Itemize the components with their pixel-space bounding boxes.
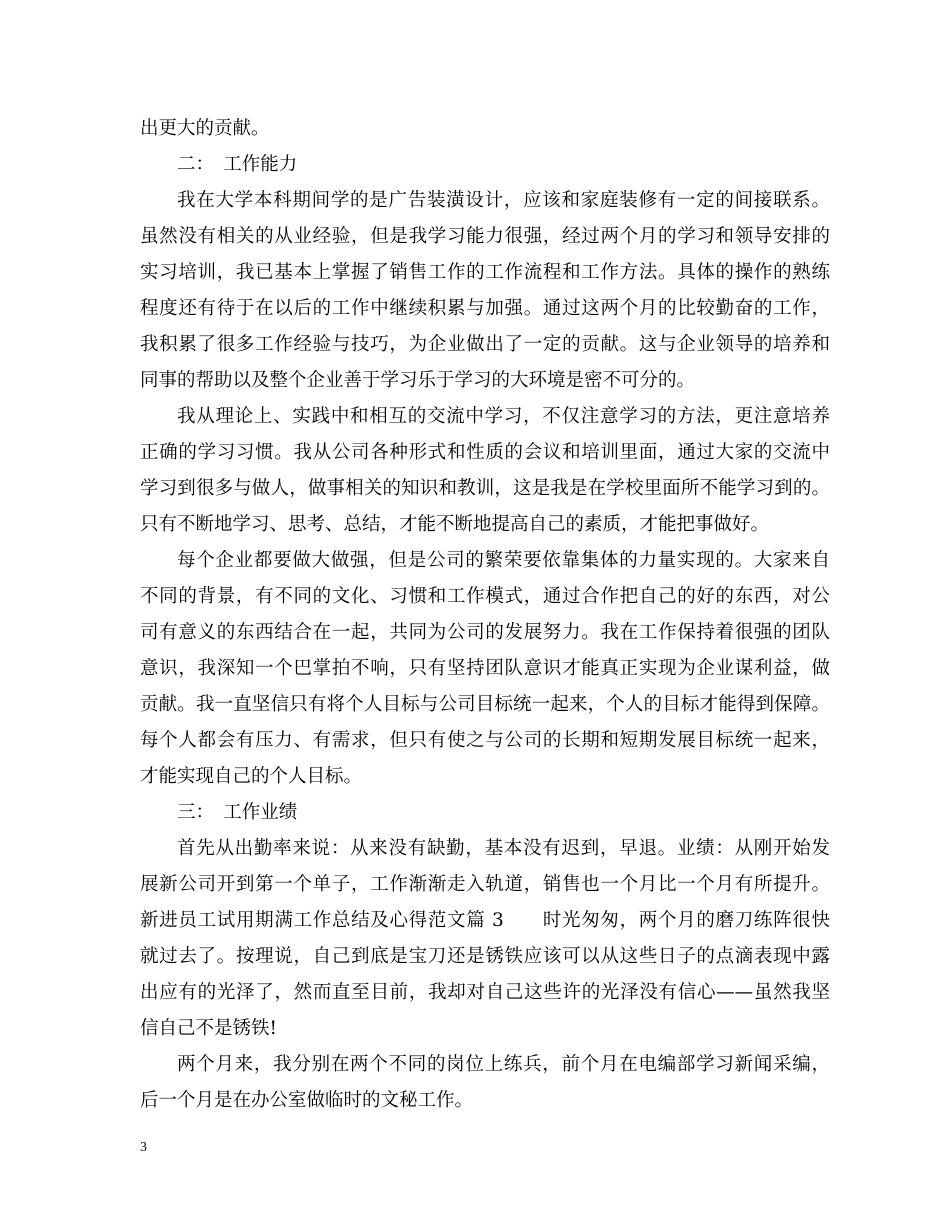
text-line: 同事的帮助以及整个企业善于学习乐于学习的大环境是密不可分的。 (140, 370, 696, 391)
text-line: 出应有的光泽了，然而直至目前，我却对自己这些许的光泽没有信心——虽然我坚 (140, 982, 830, 1003)
text-line: 我积累了很多工作经验与技巧，为企业做出了一定的贡献。这与企业领导的培养和 (140, 334, 830, 355)
text-line: 学习到很多与做人，做事相关的知识和教训，这是我是在学校里面所不能学习到的。 (140, 478, 830, 499)
text-line: 新进员工试用期满工作总结及心得范文篇 3 时光匆匆，两个月的磨刀练阵很快 (140, 910, 830, 931)
section-heading: 三： 工作业绩 (177, 802, 298, 823)
text-line: 才能实现自己的个人目标。 (140, 766, 363, 787)
text-line: 首先从出勤率来说：从来没有缺勤，基本没有迟到，早退。业绩：从刚开始发 (177, 838, 830, 859)
text-line: 信自己不是锈铁! (140, 1018, 277, 1039)
text-line: 司有意义的东西结合在一起，共同为公司的发展努力。我在工作保持着很强的团队 (140, 622, 830, 643)
page-number: 3 (140, 1140, 147, 1155)
section-heading: 二： 工作能力 (177, 154, 298, 175)
text-line: 我在大学本科期间学的是广告装潢设计，应该和家庭装修有一定的间接联系。 (177, 190, 830, 211)
text-line: 只有不断地学习、思考、总结，才能不断地提高自己的素质，才能把事做好。 (140, 514, 770, 535)
text-line: 程度还有待于在以后的工作中继续积累与加强。通过这两个月的比较勤奋的工作， (140, 298, 830, 319)
text-line: 虽然没有相关的从业经验，但是我学习能力很强，经过两个月的学习和领导安排的 (140, 226, 830, 247)
text-line: 意识，我深知一个巴掌拍不响，只有坚持团队意识才能真正实现为企业谋利益，做 (140, 658, 830, 679)
text-line: 不同的背景，有不同的文化、习惯和工作模式，通过合作把自己的好的东西，对公 (140, 586, 830, 607)
text-line: 实习培训，我已基本上掌握了销售工作的工作流程和工作方法。具体的操作的熟练 (140, 262, 830, 283)
text-line: 每个人都会有压力、有需求，但只有使之与公司的长期和短期发展目标统一起来， (140, 730, 830, 751)
text-line: 贡献。我一直坚信只有将个人目标与公司目标统一起来，个人的目标才能得到保障。 (140, 694, 830, 715)
text-line: 正确的学习习惯。我从公司各种形式和性质的会议和培训里面，通过大家的交流中 (140, 442, 830, 463)
text-line: 后一个月是在办公室做临时的文秘工作。 (140, 1090, 474, 1111)
text-line: 出更大的贡献。 (140, 118, 270, 139)
text-line: 每个企业都要做大做强，但是公司的繁荣要依靠集体的力量实现的。大家来自 (177, 550, 830, 571)
text-line: 两个月来，我分别在两个不同的岗位上练兵，前个月在电编部学习新闻采编， (177, 1054, 830, 1075)
text-line: 展新公司开到第一个单子，工作渐渐走入轨道，销售也一个月比一个月有所提升。 (140, 874, 830, 895)
text-line: 就过去了。按理说，自己到底是宝刀还是锈铁应该可以从这些日子的点滴表现中露 (140, 946, 830, 967)
text-line: 我从理论上、实践中和相互的交流中学习，不仅注意学习的方法，更注意培养 (177, 406, 830, 427)
